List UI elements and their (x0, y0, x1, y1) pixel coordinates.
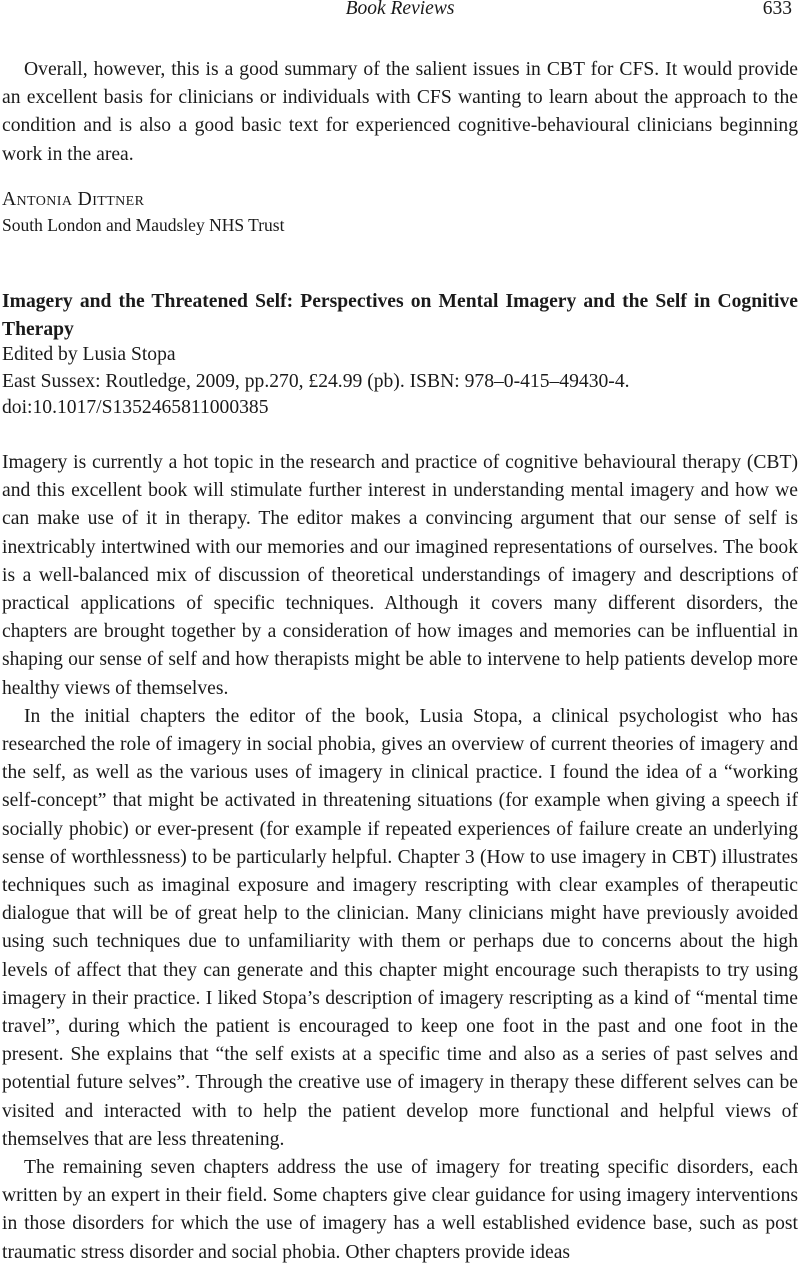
review-book-publication: East Sussex: Routledge, 2009, pp.270, £24.99 (pb). ISBN: 978–0-415–49430-4. (2, 371, 630, 392)
reviewer-name: Antonia Dittner (2, 189, 145, 210)
review-paragraph-1: Imagery is currently a hot topic in the research and practice of cognitive behavioural therapy (CBT) and this excellent book will stimulate further interest in understanding mental imagery and how we can make use of it in therapy. The editor makes a convincing argument that our sense of self is inextricably intertwined with our memories and our imagined representations of ourselves. The book is a well-balanced mix of discussion of theoretical understandings of imagery and descriptions of practical applications of specific techniques. Although it covers many different disorders, the chapters are brought together by a consideration of how images and memories can be influential in shaping our sense of self and how therapists might be able to intervene to help patients develop more healthy views of themselves. (2, 452, 798, 699)
running-header (0, 0, 800, 22)
review-body (2, 449, 798, 1267)
running-title: Book Reviews (345, 0, 455, 19)
review-paragraph-3: The remaining seven chapters address the use of imagery for treating specific disorders, each written by an expert in their field. Some chapters give clear guidance for using imagery interventions in those disorders for which the use of imagery has a well established evidence base, such as post traumatic stress disorder and social phobia. Other chapters provide ideas (2, 1157, 798, 1263)
reviewer-affiliation: South London and Maudsley NHS Trust (2, 215, 285, 235)
review-doi: doi:10.1017/S1352465811000385 (2, 397, 269, 418)
previous-review-paragraph: Overall, however, this is a good summary of the salient issues in CBT for CFS. It would provide an excellent basis for clinicians or individuals with CFS wanting to learn about the approach to the condition and is also a good basic text for experienced cognitive-behavioural clinicians beginning work in the area. (2, 59, 798, 165)
page-number: 633 (762, 0, 792, 19)
review-paragraph-2: In the initial chapters the editor of the book, Lusia Stopa, a clinical psychologist who has researched the role of imagery in social phobia, gives an overview of current theories of imagery and the self, as well as the various uses of imagery in clinical practice. I found the idea of a “working self-concept” that might be activated in threatening situations (for example when giving a speech if socially phobic) or ever-present (for example if repeated experiences of failure create an underlying sense of worthlessness) to be particularly helpful. Chapter 3 (How to use imagery in CBT) illustrates techniques such as imaginal exposure and imagery rescripting with clear examples of therapeutic dialogue that will be of great help to the clinician. Many clinicians might have previously avoided using such techniques due to unfamiliarity with them or perhaps due to concerns about the high levels of affect that they can generate and this chapter might encourage such therapists to try using imagery in their practice. I liked Stopa’s description of imagery rescripting as a kind of “mental time travel”, during which the patient is encouraged to keep one foot in the past and one foot in the present. She explains that “the self exists at a specific time and also as a series of past selves and potential future selves”. Through the creative use of imagery in therapy these different selves can be visited and interacted with to help the patient develop more functional and helpful views of themselves that are less threatening. (2, 705, 798, 1150)
review-book-editor: Edited by Lusia Stopa (2, 344, 176, 365)
previous-review-closing (2, 56, 798, 169)
review-book-title: Imagery and the Threatened Self: Perspectives on Mental Imagery and the Self in Cognitive Therapy (2, 291, 798, 341)
